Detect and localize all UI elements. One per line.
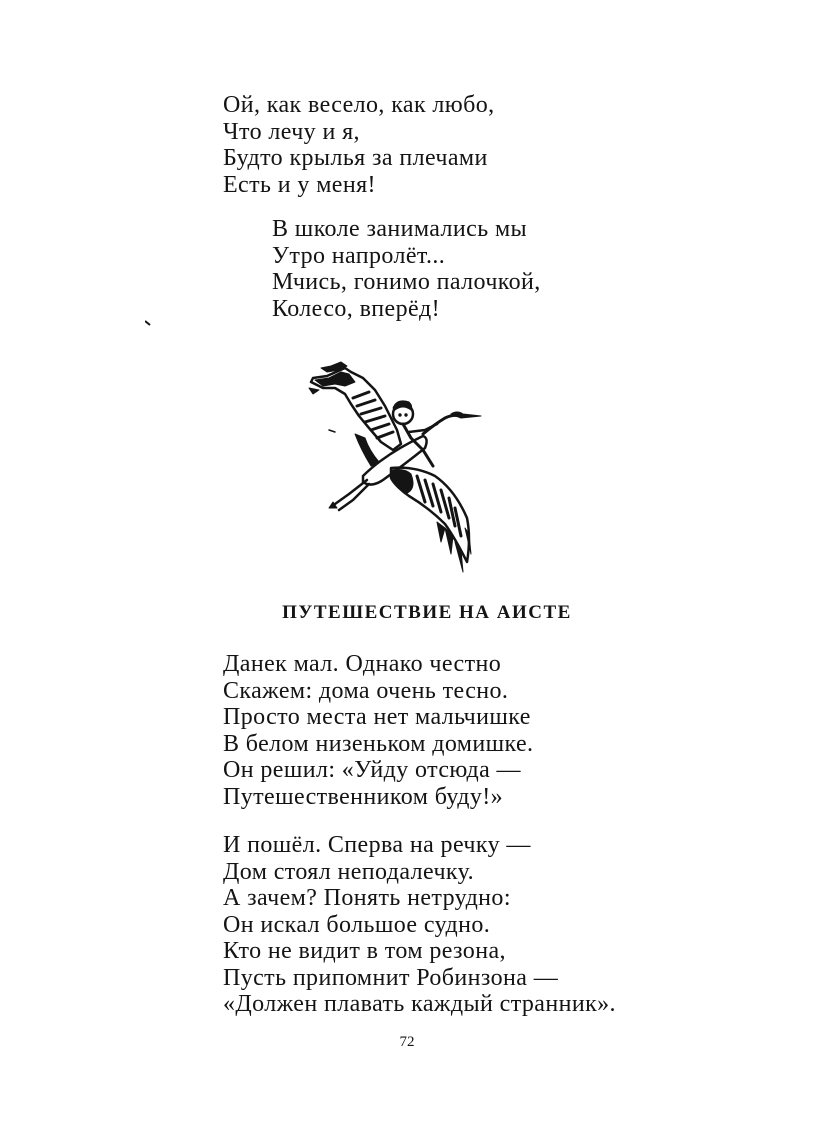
poem-line: Просто места нет мальчишке — [223, 704, 531, 730]
poem-line: Пусть припомнит Робинзона — — [223, 964, 559, 991]
poem-line: Будто крылья за плечами — [223, 145, 488, 171]
chapter-stanza-2 — [223, 832, 616, 1018]
poem-line: Он решил: «Уйду отсюда — — [223, 757, 521, 783]
poem-line: Ой, как весело, как любо, — [223, 92, 495, 118]
poem-line: Путешественником буду!» — [223, 783, 504, 810]
chapter-stanza-1 — [223, 651, 533, 810]
poem-line: И пошёл. Сперва на речку — — [223, 832, 531, 858]
poem-line: Колесо, вперёд! — [272, 295, 441, 322]
poem-line: А зачем? Понять нетрудно: — [223, 885, 511, 911]
ink-speck — [145, 320, 151, 326]
poem-line: Кто не видит в том резона, — [223, 938, 506, 964]
poem-line: Дом стоял неподалечку. — [223, 858, 475, 885]
poem-line: В белом низеньком домишке. — [223, 730, 534, 757]
poem-line: Что лечу и я, — [223, 118, 360, 145]
poem-line: Он искал большое судно. — [223, 911, 491, 938]
poem-stanza-1 — [223, 92, 495, 198]
chapter-title: ПУТЕШЕСТВИЕ НА АИСТЕ — [282, 602, 572, 623]
page-number: 72 — [399, 1034, 415, 1050]
poem-line: Мчись, гонимо палочкой, — [272, 269, 541, 295]
poem-line: Утро напролёт... — [272, 242, 446, 269]
poem-line: Есть и у меня! — [223, 171, 376, 198]
poem-line: В школе занимались мы — [272, 216, 528, 242]
poem-line: Скажем: дома очень тесно. — [223, 677, 509, 704]
poem-stanza-2 — [272, 216, 541, 322]
stork-with-boy-icon — [305, 358, 485, 574]
poem-line: Данек мал. Однако честно — [223, 651, 502, 677]
poem-line: «Должен плавать каждый странник». — [223, 991, 616, 1017]
